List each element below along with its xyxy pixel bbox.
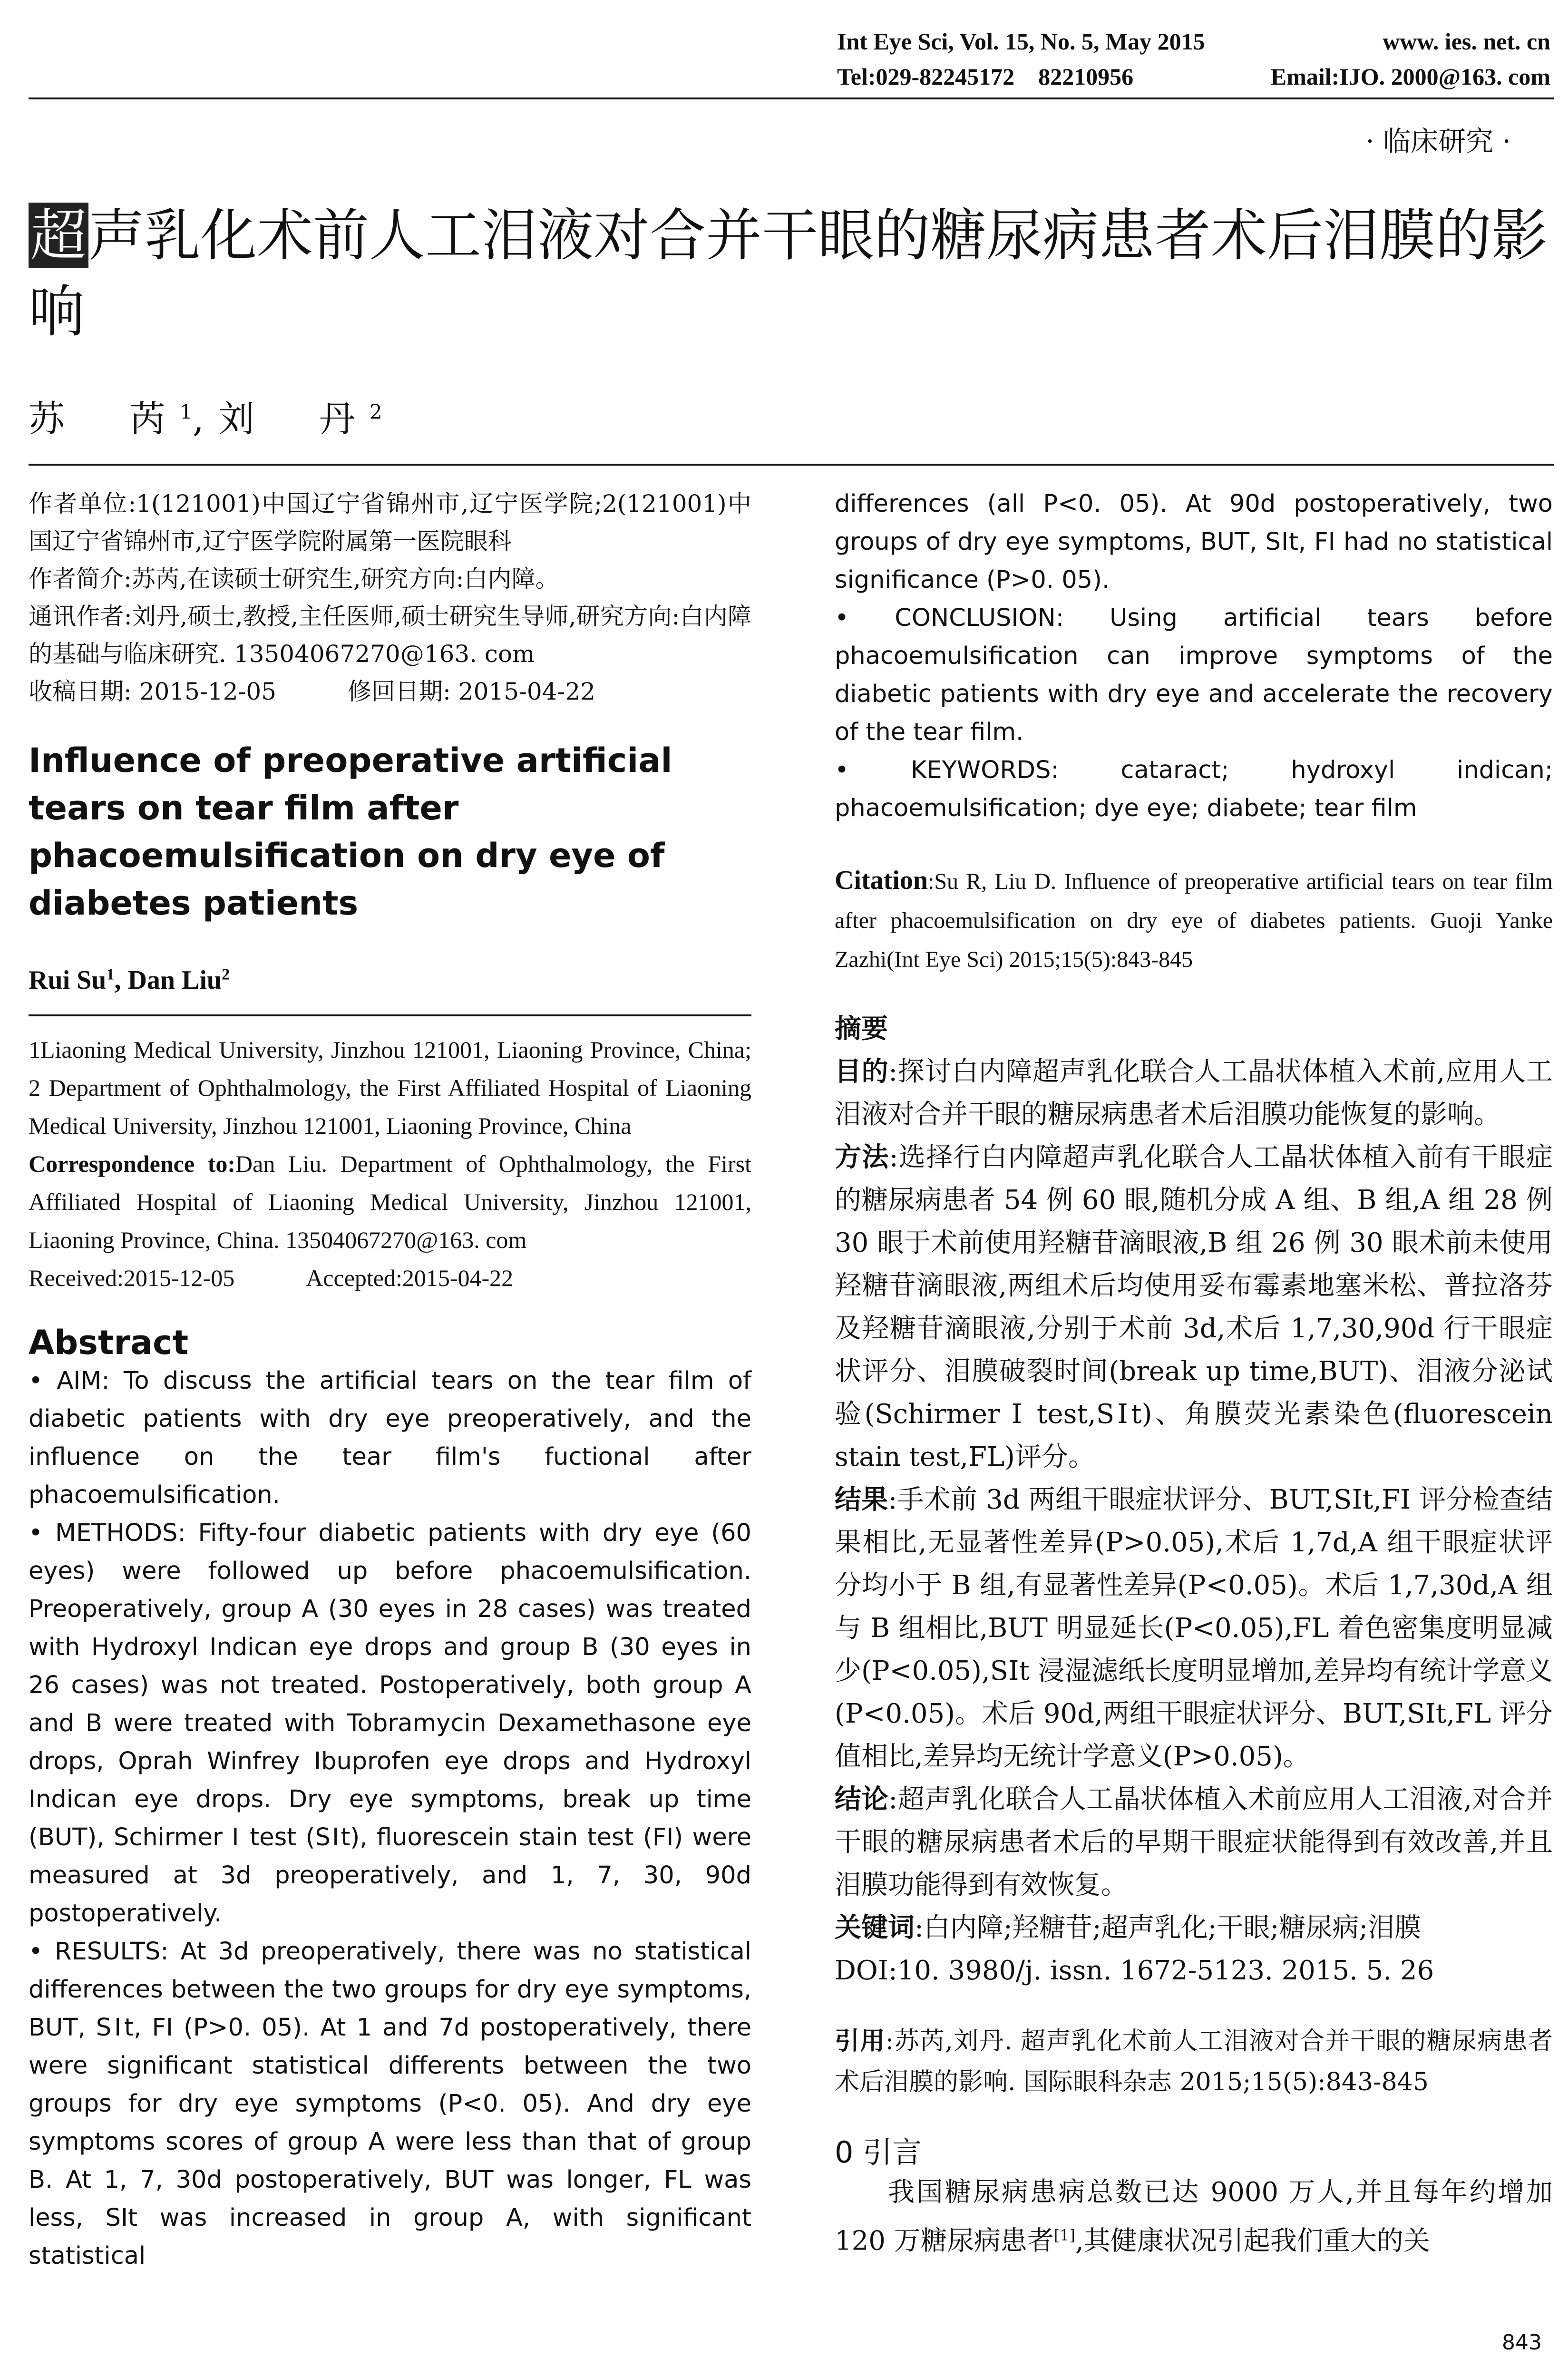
author-1-en-sup: 1 (106, 965, 115, 984)
abstract-cn-heading: 摘要 (835, 1013, 888, 1044)
citation-cn-label: 引用 (835, 2027, 886, 2056)
keywords-label-cn: 关键词 (835, 1912, 915, 1943)
intro-text-2: ,其健康状况引起我们重大的关 (1075, 2225, 1430, 2257)
abstract-methods: • METHODS: Fifty-four diabetic patients with dry eye (60 eyes) were followed up before phacoemulsification. Preoperatively, group A (30 eyes in 28 cases) was treated with Hydroxyl Indican eye drops and group B (30 eyes in 26 cases) was not treated. Postoperatively, both group A and B were treated with Tobramycin Dexamethasone eye drops, Oprah Winfrey Ibuprofen eye drops and Hydroxyl Indican eye drops. Dry eye symptoms, break up time (BUT), Schirmer Ⅰ test (SⅠt), fluorescein stain test (FI) were measured at 3d preoperatively, and 1, 7, 30, 90d postoperatively. (29, 1519, 751, 1928)
intro-ref: [1] (1053, 2226, 1076, 2244)
author-bio: 作者简介:苏芮,在读硕士研究生,研究方向:白内障。 (29, 565, 559, 593)
title-rest: 声乳化术前人工泪液对合并干眼的糖尿病患者术后泪膜的影响 (29, 203, 1548, 344)
author-separator: , (192, 398, 218, 440)
doi: DOI:10. 3980/j. issn. 1672-5123. 2015. 5. 26 (835, 1955, 1434, 1986)
journal-tel: Tel:029-82245172 82210956 (837, 63, 1134, 90)
author-2-sup: 2 (369, 400, 382, 424)
results-label-cn: 结果 (835, 1484, 888, 1515)
author-2-en-sup: 2 (222, 965, 230, 984)
abstract-cn-methods (835, 1136, 1553, 1479)
abstract-cn-aim (835, 1051, 1553, 1136)
abstract-body-right (835, 485, 1553, 828)
abstract-cn-keywords (835, 1907, 1553, 1949)
abstract-keywords: • KEYWORDS: cataract; hydroxyl indican; phacoemulsification; dye eye; diabete; tear film (835, 756, 1553, 822)
citation-cn (835, 2021, 1553, 2103)
abstract-cn-results (835, 1479, 1553, 1778)
journal-website: www. ies. net. cn (1383, 28, 1550, 55)
abstract-aim: • AIM: To discuss the artificial tears on the tear film of diabetic patients with dry eye preoperatively, and the influence on the tear film's fuctional after phacoemulsification. (29, 1367, 751, 1509)
author-2-en: , Dan Liu (114, 965, 222, 995)
correspondence-text: Dan Liu. Department of Ophthalmology, the First Affiliated Hospital of Liaoning Medical University, Jinzhou 121001, Liaoning Province, China. 13504067270@163. com (29, 1150, 751, 1253)
aim-label-cn: 目的 (835, 1056, 889, 1087)
citation-en (835, 861, 1553, 979)
author-1-sup: 1 (180, 400, 193, 424)
citation-text: :Su R, Liu D. Influence of preoperative artificial tears on tear film after phacoemulsification on dry eye of diabetes patients. Guoji Yanke Zazhi(Int Eye Sci) 2015;15(5):843-845 (835, 869, 1553, 972)
author-1-en: Rui Su (29, 965, 107, 995)
journal-header (837, 24, 1550, 94)
author-info-cn (29, 485, 751, 711)
intro-paragraph (835, 2171, 1553, 2263)
methods-label-cn: 方法 (835, 1142, 889, 1173)
author-2-cn: 刘 丹 (218, 398, 370, 440)
article-title-en: Influence of preoperative artificial tears on tear film after phacoemulsification on dry eye of diabetes patients (29, 741, 672, 923)
correspondence-label: Correspondence to: (29, 1150, 236, 1177)
abstract-results-part2: differences (all P<0. 05). At 90d postoperatively, two groups of dry eye symptoms, BUT, SⅠt, FI had no statistical significance (P>0. 05). (835, 490, 1553, 594)
received-dates-cn: 收稿日期: 2015-12-05 修回日期: 2015-04-22 (29, 678, 596, 705)
page-number: 843 (1502, 2330, 1542, 2355)
authors-cn (29, 390, 382, 442)
left-column (29, 485, 751, 2275)
abstract-cn (835, 1008, 1553, 1992)
right-column (835, 485, 1553, 2263)
aim-text-cn: :探讨白内障超声乳化联合人工晶状体植入术前,应用人工泪液对合并干眼的糖尿病患者术后泪膜功能恢复的影响。 (835, 1056, 1553, 1130)
abstract-heading: Abstract (29, 1323, 189, 1362)
author-1-cn: 苏 芮 (29, 398, 180, 440)
author-unit: 作者单位:1(121001)中国辽宁省锦州市,辽宁医学院;2(121001)中国辽宁省锦州市,辽宁医学院附属第一医院眼科 (29, 490, 751, 555)
methods-text-cn: :选择行白内障超声乳化联合人工晶状体植入前有干眼症的糖尿病患者 54 例 60 眼,随机分成 A 组、B 组,A 组 28 例 30 眼于术前使用羟糖苷滴眼液,B 组 26 例 30 眼术前未使用羟糖苷滴眼液,两组术后均使用妥布霉素地塞米松、普拉洛芬及羟糖苷滴眼液,分别于术前 3d,术后 1,7,30,90d 行干眼症状评分、泪膜破裂时间(break up time,BUT)、泪液分泌试验(Schirmer Ⅰ test,SⅠt)、角膜荧光素染色(fluorescein stain test,FL)评分。 (835, 1142, 1553, 1472)
abstract-cn-conclusion (835, 1778, 1553, 1907)
received-dates-en: Received:2015-12-05 Accepted:2015-04-22 (29, 1265, 514, 1291)
conclusion-label-cn: 结论 (835, 1784, 889, 1815)
affiliation-text: 1Liaoning Medical University, Jinzhou 121001, Liaoning Province, China; 2 Department of Ophthalmology, the First Affiliated Hospital of Liaoning Medical University, Jinzhou 121001, Liaoning Province, China (29, 1036, 751, 1139)
conclusion-text-cn: :超声乳化联合人工晶状体植入术前应用人工泪液,对合并干眼的糖尿病患者术后的早期干眼症状能得到有效改善,并且泪膜功能得到有效恢复。 (835, 1784, 1553, 1900)
journal-email: Email:IJO. 2000@163. com (1270, 63, 1550, 90)
article-title-cn (29, 197, 1550, 350)
results-text-cn: :手术前 3d 两组干眼症状评分、BUT,SⅠt,FI 评分检查结果相比,无显著性差异(P>0.05),术后 1,7d,A 组干眼症状评分均小于 B 组,有显著性差异(P<0.05)。术后 1,7,30d,A 组与 B 组相比,BUT 明显延长(P<0.05),FL 着色密集度明显减少(P<0.05),SⅠt 浸湿滤纸长度明显增加,差异均有统计学意义(P<0.05)。术后 90d,两组干眼症状评分、BUT,SⅠt,FL 评分值相比,差异均无统计学意义(P>0.05)。 (835, 1484, 1553, 1772)
corresponding-author: 通讯作者:刘丹,硕士,教授,主任医师,硕士研究生导师,研究方向:白内障的基础与临床研究. 13504067270@163. com (29, 603, 751, 668)
citation-cn-text: :苏芮,刘丹. 超声乳化术前人工泪液对合并干眼的糖尿病患者术后泪膜的影响. 国际眼科杂志 2015;15(5):843-845 (835, 2027, 1553, 2096)
abstract-results-part1: • RESULTS: At 3d preoperatively, there was no statistical differences between the two groups for dry eye symptoms, BUT, SⅠt, FI (P>0. 05). At 1 and 7d postoperatively, there were significant statistical differents between the two groups for dry eye symptoms (P<0. 05). And dry eye symptoms scores of group A were less than that of group B. At 1, 7, 30d postoperatively, BUT was longer, FL was less, SIt was increased in group A, with significant statistical (29, 1938, 751, 2270)
header-divider (29, 97, 1554, 99)
journal-volume-line: Int Eye Sci, Vol. 15, No. 5, May 2015 (837, 28, 1205, 55)
section-label: · 临床研究 · (1365, 125, 1511, 157)
title-first-char: 超 (29, 203, 88, 268)
keywords-text-cn: :白内障;羟糖苷;超声乳化;干眼;糖尿病;泪膜 (915, 1912, 1422, 1943)
affiliation-block (29, 1031, 751, 1297)
title-divider (29, 464, 1554, 466)
intro-text: 我国糖尿病患病总数已达 9000 万人,并且每年约增加 120 万糖尿病患者 (835, 2177, 1553, 2257)
affiliation-divider (29, 1014, 751, 1016)
authors-en (29, 965, 751, 995)
abstract-conclusion: • CONCLUSION: Using artificial tears before phacoemulsification can improve symptoms of the diabetic patients with dry eye and accelerate the recovery of the tear film. (835, 604, 1553, 746)
citation-label: Citation (835, 866, 928, 895)
correspondence (29, 1145, 751, 1259)
abstract-body-left (29, 1362, 751, 2275)
intro-heading: 0 引言 (835, 2135, 922, 2170)
